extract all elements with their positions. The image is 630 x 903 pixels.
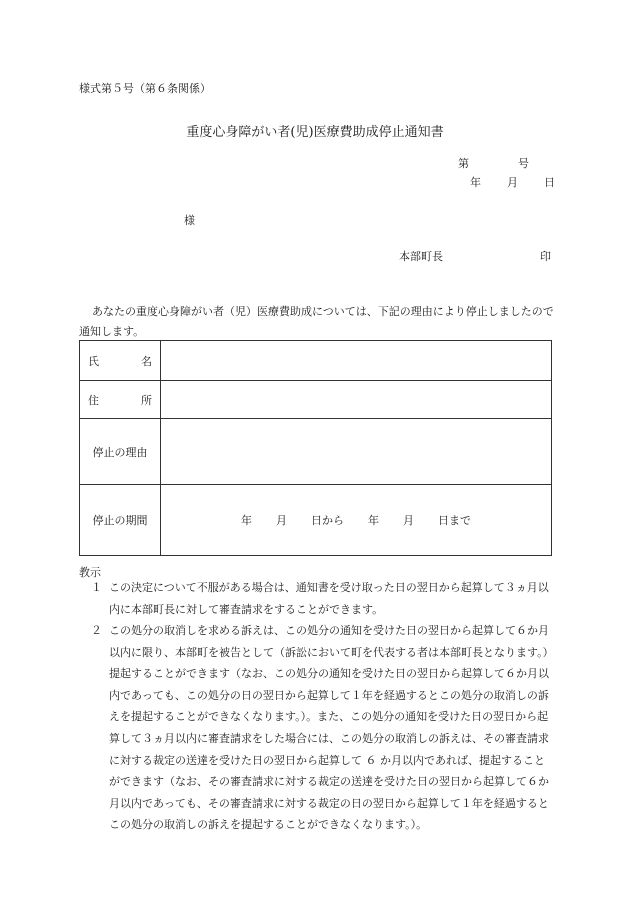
reason-label-cell: 停止の理由 [80,419,161,485]
name-value-cell[interactable] [161,341,552,381]
name-label-1: 氏 [88,354,99,368]
seal-mark: 印 [540,250,551,263]
instruction-number-2: ２ [91,624,102,637]
period-value-cell[interactable] [161,485,552,556]
period-to: 日まで [438,514,471,527]
instruction-number-1: １ [91,581,102,594]
table-row-period [80,485,552,556]
table-row-address [80,381,552,419]
instruction-item-2 [79,620,555,836]
intro-text: あなたの重度心身障がい者（児）医療費助成については、下記の理由により停止しましたので通知します。 [79,305,554,338]
period-year-2: 年 [368,514,379,527]
number-suffix: 号 [518,157,529,170]
document-number-line [458,155,528,171]
recipient-honorific: 様 [184,214,195,227]
date-month: 月 [507,176,518,189]
address-label-1: 住 [88,393,99,407]
date-year: 年 [470,176,481,189]
form-number: 様式第５号（第６条関係） [79,82,211,95]
period-from: 日から [311,514,344,527]
table-row-name [80,341,552,381]
date-line [470,174,555,190]
period-label-cell: 停止の期間 [80,485,161,556]
table-row-reason [80,419,552,485]
issuer-title: 本部町長 [399,250,443,263]
info-table [79,340,552,556]
period-month-1: 月 [276,514,287,527]
address-label-2: 所 [141,393,152,407]
number-prefix: 第 [458,157,469,170]
instruction-text-2: この処分の取消しを求める訴えは、この処分の通知を受けた日の翌日から起算して６か月以内に限り、本部町を被告として（訴訟において町を代表する者は本部町長となります。）提起することができます（なお、この処分の通知を受けた日の翌日から起算して６か月以内であっても、この処分の日の翌日から起算して１年を経過するとこの処分の取消しの訴えを提起することができなくなります。）。また、この処分の通知を受けた日の翌日から起算して３ヵ月以内に審査請求をした場合には、この処分の取消しの訴えは、その審査請求に対する裁定の送達を受けた日の翌日から起算して ６ か月以内であれば、提起することができます（なお、その審査請求に対する裁定の送達を受けた日の翌日から起算して６か月以内であっても、その審査請求に対する裁定の日の翌日から起算して１年を経過するとこの処分の取消しの訴えを提起することができなくなります。）。 [109,624,554,832]
period-month-2: 月 [403,514,414,527]
document-title: 重度心身障がい者(児)医療費助成停止通知書 [186,125,444,140]
instruction-item-1 [79,577,555,620]
address-value-cell[interactable] [161,381,552,419]
period-year-1: 年 [241,514,252,527]
instruction-text-1: この決定について不服がある場合は、通知書を受け取った日の翌日から起算して３ヵ月以内に本部町長に対して審査請求をすることができます。 [109,581,549,616]
reason-value-cell[interactable] [161,419,552,485]
date-day: 日 [544,176,555,189]
instruction-heading: 教示 [79,566,101,579]
name-label-2: 名 [141,354,152,368]
name-label-cell [80,341,161,381]
address-label-cell [80,381,161,419]
